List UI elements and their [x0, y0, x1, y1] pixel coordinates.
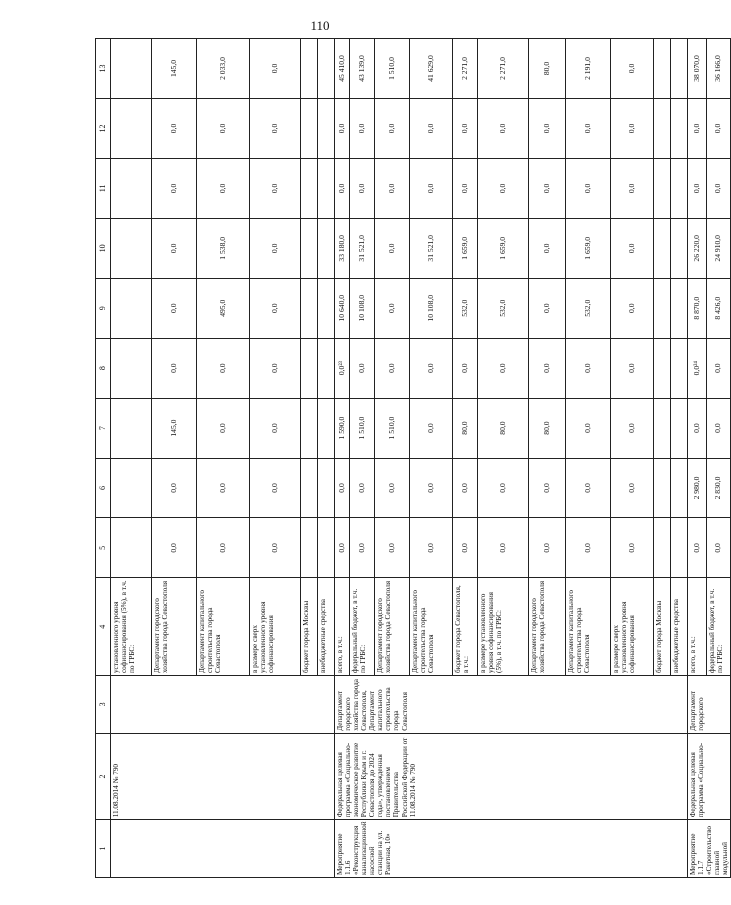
value-cell-col-5: 0,0	[410, 518, 453, 578]
value-cell-col-13: 2 033,0	[197, 39, 250, 99]
value-cell-col-11: 0,0	[688, 158, 707, 218]
column-number-9: 9	[96, 278, 111, 338]
value-cell-col-6: 0,0	[410, 458, 453, 518]
column-number-10: 10	[96, 218, 111, 278]
value-cell-col-7: 145,0	[152, 398, 197, 458]
column-number-3: 3	[96, 676, 111, 734]
value-cell-col-10: 33 180,0	[335, 218, 350, 278]
value-cell-col-11	[654, 158, 671, 218]
value-cell-col-8: 0,0	[566, 338, 611, 398]
value-cell-col-10	[671, 218, 688, 278]
value-cell-col-6: 0,0	[250, 458, 301, 518]
rotated-table-container	[95, 38, 730, 878]
value-cell-col-11: 0,0	[350, 158, 375, 218]
column-number-12: 12	[96, 99, 111, 159]
value-cell-col-7: 80,0	[529, 398, 566, 458]
value-cell-col-13: 36 166,0	[707, 39, 731, 99]
value-cell-col-10: 0,0	[611, 218, 654, 278]
value-cell-col-13	[654, 39, 671, 99]
value-cell-col-10: 1 659,0	[566, 218, 611, 278]
value-cell-col-7	[671, 398, 688, 458]
value-cell-col-11: 0,0	[707, 158, 731, 218]
value-cell-col-5	[318, 518, 335, 578]
value-cell-col-7: 0,0	[707, 398, 731, 458]
value-cell-col-10: 0,0	[250, 218, 301, 278]
value-cell-col-12: 0,0	[688, 99, 707, 159]
column-number-13: 13	[96, 39, 111, 99]
value-cell-col-8	[671, 338, 688, 398]
value-cell-col-11	[318, 158, 335, 218]
value-cell-col-5: 0,0	[152, 518, 197, 578]
group-c2-cell: Федеральная целевая программа «Социально-экономическое развитие Республики Крым и г. Севастополя до 2024 года», утвержденная постановлением Правительства Российской Федерации от 11.08.2014 № 790	[335, 733, 688, 820]
value-cell-col-12: 0,0	[375, 99, 410, 159]
value-cell-col-9	[111, 278, 152, 338]
value-cell-col-8: 0,0²³	[335, 338, 350, 398]
value-cell-col-9: 0,0	[529, 278, 566, 338]
funding-source-label: в размере установленного уровня софинансирования (5%), в т.ч. по ГРБС:	[478, 578, 529, 676]
value-cell-col-12: 0,0	[350, 99, 375, 159]
funding-source-label: федеральный бюджет, в т.ч. по ГРБС:	[350, 578, 375, 676]
group-c2-cell: Федеральная целевая программа «Социально-	[688, 733, 731, 820]
budget-table	[95, 38, 731, 878]
value-cell-col-5: 0,0	[350, 518, 375, 578]
value-cell-col-5	[671, 518, 688, 578]
value-cell-col-9: 532,0	[478, 278, 529, 338]
value-cell-col-11: 0,0	[335, 158, 350, 218]
value-cell-col-9: 532,0	[453, 278, 478, 338]
value-cell-col-10: 0,0	[529, 218, 566, 278]
value-cell-col-5: 0,0	[529, 518, 566, 578]
value-cell-col-5: 0,0	[688, 518, 707, 578]
value-cell-col-9	[301, 278, 318, 338]
value-cell-col-13: 1 510,0	[375, 39, 410, 99]
column-number-7: 7	[96, 398, 111, 458]
value-cell-col-7: 0,0	[566, 398, 611, 458]
value-cell-col-7: 1 510,0	[375, 398, 410, 458]
value-cell-col-8: 0,0	[152, 338, 197, 398]
value-cell-col-10	[654, 218, 671, 278]
value-cell-col-10: 1 659,0	[453, 218, 478, 278]
funding-source-label: Департамент капитального строительства города Севастополя	[410, 578, 453, 676]
value-cell-col-11	[301, 158, 318, 218]
funding-source-label: внебюджетные средства	[318, 578, 335, 676]
table-row	[688, 39, 707, 878]
value-cell-col-12: 0,0	[197, 99, 250, 159]
value-cell-col-12: 0,0	[152, 99, 197, 159]
value-cell-col-12: 0,0	[335, 99, 350, 159]
value-cell-col-6: 2 980,0	[688, 458, 707, 518]
value-cell-col-12: 0,0	[453, 99, 478, 159]
value-cell-col-13: 2 191,0	[566, 39, 611, 99]
funding-source-label: установленного уровня софинансирования (5%), в т.ч. по ГРБС:	[111, 578, 152, 676]
value-cell-col-8: 0,0	[350, 338, 375, 398]
value-cell-col-9: 0,0	[611, 278, 654, 338]
value-cell-col-5	[301, 518, 318, 578]
value-cell-col-6	[111, 458, 152, 518]
value-cell-col-6: 0,0	[611, 458, 654, 518]
value-cell-col-13: 41 629,0	[410, 39, 453, 99]
value-cell-col-8: 0,0	[410, 338, 453, 398]
value-cell-col-11: 0,0	[566, 158, 611, 218]
value-cell-col-11: 0,0	[250, 158, 301, 218]
value-cell-col-9	[318, 278, 335, 338]
value-cell-col-6: 0,0	[375, 458, 410, 518]
funding-source-label: бюджет города Москвы	[654, 578, 671, 676]
value-cell-col-7	[301, 398, 318, 458]
value-cell-col-10	[111, 218, 152, 278]
value-cell-col-6	[654, 458, 671, 518]
value-cell-col-6: 0,0	[350, 458, 375, 518]
value-cell-col-8: 0,0	[250, 338, 301, 398]
value-cell-col-12	[654, 99, 671, 159]
value-cell-col-13: 0,0	[611, 39, 654, 99]
value-cell-col-11	[671, 158, 688, 218]
value-cell-col-13	[111, 39, 152, 99]
funding-source-label: бюджет города Москвы	[301, 578, 318, 676]
funding-source-label: внебюджетные средства	[671, 578, 688, 676]
value-cell-col-8: 0,0²⁴	[688, 338, 707, 398]
group-c1-cell: Мероприятие 1.1.7 «Строительство главной модульной	[688, 820, 731, 878]
value-cell-col-6: 0,0	[197, 458, 250, 518]
value-cell-col-13: 0,0	[250, 39, 301, 99]
value-cell-col-10: 0,0	[152, 218, 197, 278]
value-cell-col-9: 8 426,0	[707, 278, 731, 338]
value-cell-col-6: 0,0	[453, 458, 478, 518]
funding-source-label: в размере сверх установленного уровня софинансирования	[611, 578, 654, 676]
value-cell-col-7: 1 510,0	[350, 398, 375, 458]
value-cell-col-7: 1 590,0	[335, 398, 350, 458]
value-cell-col-8: 0,0	[611, 338, 654, 398]
column-number-6: 6	[96, 458, 111, 518]
funding-source-label: Департамент капитального строительства города Севастополя	[566, 578, 611, 676]
value-cell-col-11: 0,0	[478, 158, 529, 218]
value-cell-col-13	[318, 39, 335, 99]
funding-source-label: всего, в т.ч.:	[688, 578, 707, 676]
value-cell-col-9	[671, 278, 688, 338]
group-c3-cell: Департамент городского	[688, 676, 731, 734]
value-cell-col-12: 0,0	[410, 99, 453, 159]
value-cell-col-5	[111, 518, 152, 578]
value-cell-col-12: 0,0	[611, 99, 654, 159]
value-cell-col-6	[671, 458, 688, 518]
value-cell-col-7: 80,0	[478, 398, 529, 458]
value-cell-col-7: 80,0	[453, 398, 478, 458]
column-number-4: 4	[96, 578, 111, 676]
value-cell-col-13	[671, 39, 688, 99]
value-cell-col-5: 0,0	[375, 518, 410, 578]
value-cell-col-11: 0,0	[152, 158, 197, 218]
value-cell-col-6: 0,0	[529, 458, 566, 518]
column-number-2: 2	[96, 733, 111, 820]
value-cell-col-10	[301, 218, 318, 278]
value-cell-col-10: 0,0	[375, 218, 410, 278]
value-cell-col-13: 38 070,0	[688, 39, 707, 99]
value-cell-col-10: 26 220,0	[688, 218, 707, 278]
value-cell-col-12: 0,0	[478, 99, 529, 159]
value-cell-col-13: 80,0	[529, 39, 566, 99]
value-cell-col-7	[654, 398, 671, 458]
value-cell-col-9: 10 108,0	[350, 278, 375, 338]
value-cell-col-13: 2 271,0	[478, 39, 529, 99]
value-cell-col-7: 0,0	[688, 398, 707, 458]
group-c3-cell: Департамент городского хозяйства города Севастополя, Департамент капитального строительства города Севастополя	[335, 676, 688, 734]
value-cell-col-10: 31 521,0	[350, 218, 375, 278]
group-c2-cell: 11.08.2014 № 790	[111, 733, 335, 820]
value-cell-col-5: 0,0	[197, 518, 250, 578]
value-cell-col-7: 0,0	[410, 398, 453, 458]
value-cell-col-10: 24 910,0	[707, 218, 731, 278]
value-cell-col-8: 0,0	[453, 338, 478, 398]
value-cell-col-12	[671, 99, 688, 159]
value-cell-col-7: 0,0	[611, 398, 654, 458]
value-cell-col-13: 45 410,0	[335, 39, 350, 99]
value-cell-col-11: 0,0	[410, 158, 453, 218]
column-number-row	[96, 39, 111, 878]
value-cell-col-9: 532,0	[566, 278, 611, 338]
value-cell-col-11: 0,0	[453, 158, 478, 218]
table-row	[111, 39, 152, 878]
value-cell-col-7	[318, 398, 335, 458]
funding-source-label: Департамент капитального строительства города Севастополя	[197, 578, 250, 676]
value-cell-col-9: 0,0	[375, 278, 410, 338]
value-cell-col-5: 0,0	[611, 518, 654, 578]
value-cell-col-9: 0,0	[152, 278, 197, 338]
funding-source-label: федеральный бюджет, в т.ч. по ГРБС:	[707, 578, 731, 676]
value-cell-col-12: 0,0	[707, 99, 731, 159]
value-cell-col-8: 0,0	[707, 338, 731, 398]
value-cell-col-10: 31 521,0	[410, 218, 453, 278]
value-cell-col-10	[318, 218, 335, 278]
value-cell-col-13	[301, 39, 318, 99]
column-number-1: 1	[96, 820, 111, 878]
value-cell-col-9: 495,0	[197, 278, 250, 338]
value-cell-col-12	[111, 99, 152, 159]
value-cell-col-8	[654, 338, 671, 398]
value-cell-col-12: 0,0	[566, 99, 611, 159]
value-cell-col-8: 0,0	[529, 338, 566, 398]
column-number-8: 8	[96, 338, 111, 398]
value-cell-col-11: 0,0	[611, 158, 654, 218]
value-cell-col-5: 0,0	[335, 518, 350, 578]
value-cell-col-8: 0,0	[375, 338, 410, 398]
value-cell-col-12: 0,0	[250, 99, 301, 159]
value-cell-col-5: 0,0	[478, 518, 529, 578]
value-cell-col-5: 0,0	[453, 518, 478, 578]
value-cell-col-9: 0,0	[250, 278, 301, 338]
value-cell-col-6: 0,0	[335, 458, 350, 518]
group-c1-cell	[111, 820, 335, 878]
group-c1-cell: Мероприятие 1.1.6 «Реконструкция канализационной насосной станции на ул. Ракетная, 10»	[335, 820, 688, 878]
value-cell-col-9: 10 108,0	[410, 278, 453, 338]
funding-source-label: всего, в т.ч.:	[335, 578, 350, 676]
value-cell-col-13: 2 271,0	[453, 39, 478, 99]
value-cell-col-5: 0,0	[707, 518, 731, 578]
column-number-5: 5	[96, 518, 111, 578]
value-cell-col-10: 1 538,0	[197, 218, 250, 278]
value-cell-col-8: 0,0	[197, 338, 250, 398]
value-cell-col-5	[654, 518, 671, 578]
value-cell-col-8	[318, 338, 335, 398]
value-cell-col-13: 43 139,0	[350, 39, 375, 99]
value-cell-col-12	[301, 99, 318, 159]
value-cell-col-9: 10 640,0	[335, 278, 350, 338]
funding-source-label: Департамент городского хозяйства города Севастополя	[529, 578, 566, 676]
funding-source-label: в размере сверх установленного уровня софинансирования	[250, 578, 301, 676]
page-number: 110	[310, 18, 330, 33]
value-cell-col-8	[111, 338, 152, 398]
value-cell-col-7: 0,0	[197, 398, 250, 458]
value-cell-col-6: 2 830,0	[707, 458, 731, 518]
value-cell-col-6: 0,0	[152, 458, 197, 518]
group-c3-cell	[111, 676, 335, 734]
value-cell-col-6: 0,0	[566, 458, 611, 518]
value-cell-col-8: 0,0	[478, 338, 529, 398]
value-cell-col-12	[318, 99, 335, 159]
value-cell-col-12: 0,0	[529, 99, 566, 159]
value-cell-col-13: 145,0	[152, 39, 197, 99]
value-cell-col-9	[654, 278, 671, 338]
funding-source-label: Департамент городского хозяйства города Севастополя	[375, 578, 410, 676]
value-cell-col-6	[301, 458, 318, 518]
value-cell-col-11: 0,0	[197, 158, 250, 218]
value-cell-col-7	[111, 398, 152, 458]
value-cell-col-10: 1 659,0	[478, 218, 529, 278]
value-cell-col-11: 0,0	[529, 158, 566, 218]
value-cell-col-8	[301, 338, 318, 398]
value-cell-col-6: 0,0	[478, 458, 529, 518]
value-cell-col-11: 0,0	[375, 158, 410, 218]
funding-source-label: Департамент городского хозяйства города Севастополя	[152, 578, 197, 676]
value-cell-col-5: 0,0	[566, 518, 611, 578]
value-cell-col-5: 0,0	[250, 518, 301, 578]
column-number-11: 11	[96, 158, 111, 218]
funding-source-label: бюджет города Севастополя, в т.ч.:	[453, 578, 478, 676]
value-cell-col-9: 8 870,0	[688, 278, 707, 338]
value-cell-col-7: 0,0	[250, 398, 301, 458]
value-cell-col-11	[111, 158, 152, 218]
value-cell-col-6	[318, 458, 335, 518]
table-row	[335, 39, 350, 878]
